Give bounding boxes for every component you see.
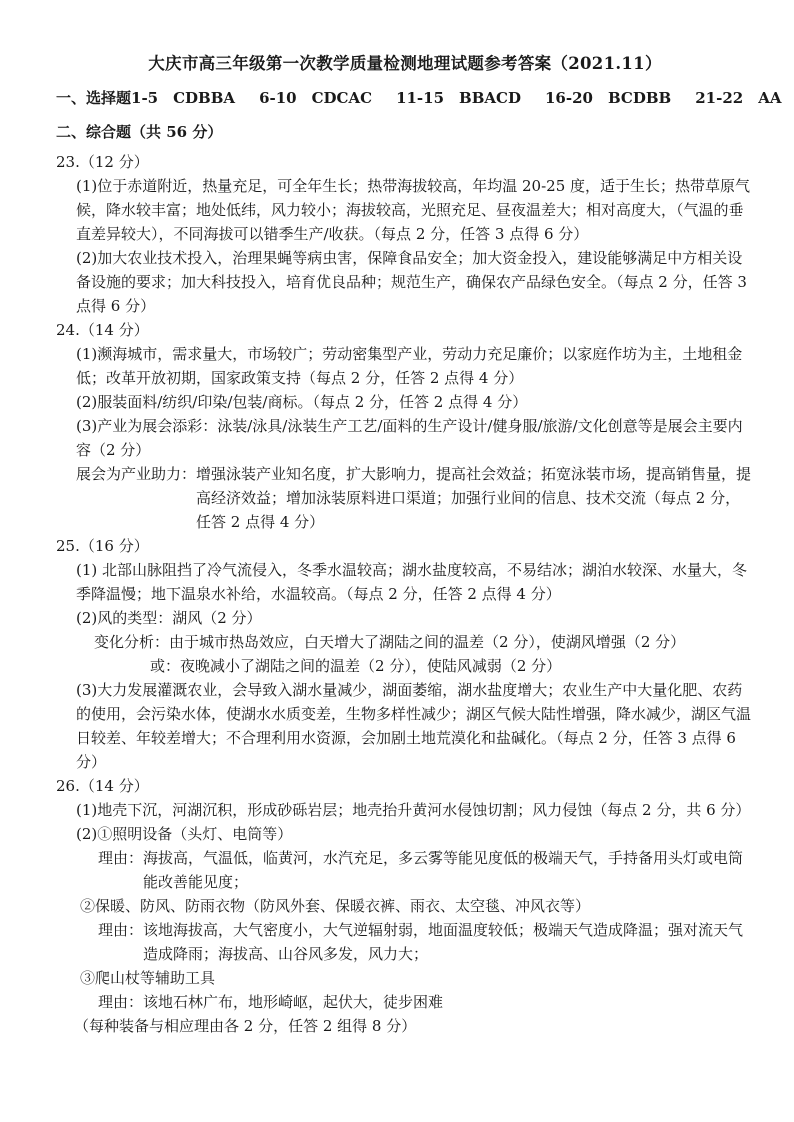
reason-text: 海拔高，气温低，临黄河，水汽充足，多云雾等能见度低的极端天气，手持备用头灯或电筒能改善能见度；: [143, 849, 744, 891]
q26-gear-1: (2)①照明设备（头灯、电筒等）: [76, 825, 293, 843]
question-23-heading: 23.（12 分）: [56, 153, 149, 171]
mc-group: 16-20 BCDBB: [544, 89, 672, 107]
reason-text: 该地石林广布，地形崎岖，起伏大，徒步困难: [143, 993, 444, 1011]
q25-sub-text: 夜晚减小了湖陆之间的温差（2 分），使陆风减弱（2 分）: [180, 657, 562, 675]
q25-sub-label: 变化分析：: [94, 633, 170, 651]
q25-sub-text: 由于城市热岛效应，白天增大了湖陆之间的温差（2 分），使湖风增强（2 分）: [169, 633, 686, 651]
question-26-heading: 26.（14 分）: [56, 777, 149, 795]
q26-reason-1: [56, 846, 754, 894]
q26-reason-2: [56, 918, 754, 966]
reason-label: 理由：: [98, 993, 144, 1011]
q23-answer-1: (1)位于赤道附近，热量充足，可全年生长；热带海拔较高，年均温 20-25 度，适于生长；热带草原气候，降水较丰富；地处低纬，风力较小；海拔较高，光照充足、昼夜温差大；相对高度大，（气温的垂直差异较大），不同海拔可以错季生产/收获。（每点 2 分，任答 3 点得 6 分）: [76, 177, 751, 243]
reason-text: 该地海拔高，大气密度小，大气逆辐射弱，地面温度较低；极端天气造成降温；强对流天气造成降雨；海拔高、山谷风多发，风力大；: [143, 921, 744, 963]
mc-group: 1-5 CDBBA: [131, 89, 236, 107]
section-heading: 二、综合题（共 56 分）: [56, 123, 223, 141]
mc-group: 11-15 BBACD: [396, 89, 521, 107]
q26-gear-3: ③爬山杖等辅助工具: [80, 969, 216, 987]
q23-answer-2: (2)加大农业技术投入，治理果蝇等病虫害，保障食品安全；加大资金投入，建设能够满足中方相关设备设施的要求；加大科技投入，培育优良品种；规范生产，确保农产品绿色安全。（每点 2 分，任答 3 点得 6 分）: [76, 249, 747, 315]
q26-gear-2: ②保暖、防风、防雨衣物（防风外套、保暖衣裤、雨衣、太空毯、冲风衣等）: [80, 897, 591, 915]
question-25-heading: 25.（16 分）: [56, 537, 149, 555]
reason-label: 理由：: [98, 921, 144, 939]
q25-sub-label: 或：: [150, 657, 181, 675]
reason-label: 理由：: [98, 849, 144, 867]
q26-answer-1: (1)地壳下沉，河湖沉积，形成砂砾岩层；地壳抬升黄河水侵蚀切割；风力侵蚀（每点 2 分，共 6 分）: [76, 801, 751, 819]
mc-group: 21-22 AA: [695, 89, 782, 107]
page-title: 大庆市高三年级第一次教学质量检测地理试题参考答案（2021.11）: [148, 54, 662, 73]
q26-scoring-note: （每种装备与相应理由各 2 分，任答 2 组得 8 分）: [74, 1017, 417, 1035]
q25-answer-2: (2)风的类型：湖风（2 分）: [76, 609, 262, 627]
q26-reason-3: [56, 990, 754, 1014]
q24-sub-text: 增强泳装产业知名度，扩大影响力，提高社会效益；拓宽泳装市场，提高销售量，提高经济效益；增加泳装原料进口渠道；加强行业间的信息、技术交流（每点 2 分，任答 2 点得 4 分）: [196, 465, 752, 531]
q24-answer-3: (3)产业为展会添彩：泳装/泳具/泳装生产工艺/面料的生产设计/健身服/旅游/文化创意等是展会主要内容（2 分）: [76, 417, 743, 459]
multiple-choice-answers: [56, 86, 782, 110]
q24-answer-3b: [56, 462, 754, 534]
q25-answer-3: (3)大力发展灌溉农业，会导致入湖水量减少，湖面萎缩，湖水盐度增大；农业生产中大量化肥、农药的使用，会污染水体，使湖水水质变差，生物多样性减少；湖区气候大陆性增强，降水减少，湖区气温日较差、年较差增大；不合理利用水资源，会加剧土地荒漠化和盐碱化。（每点 2 分，任答 3 点得 6 分）: [76, 681, 752, 771]
q25-answer-2b: [56, 630, 754, 654]
q24-answer-1: (1)濒海城市，需求量大，市场较广；劳动密集型产业，劳动力充足廉价；以家庭作坊为主，土地租金低；改革开放初期，国家政策支持（每点 2 分，任答 2 点得 4 分）: [76, 345, 743, 387]
mc-group: 6-10 CDCAC: [259, 89, 373, 107]
mc-label: 一、选择题: [56, 89, 132, 107]
q25-answer-1: (1) 北部山脉阻挡了冷气流侵入，冬季水温较高；湖水盐度较高，不易结冰；湖泊水较深、水量大，冬季降温慢；地下温泉水补给，水温较高。（每点 2 分，任答 2 点得 4 分）: [76, 561, 748, 603]
question-24-heading: 24.（14 分）: [56, 321, 149, 339]
q25-answer-2c: [56, 654, 754, 678]
q24-sub-label: 展会为产业助力：: [76, 465, 197, 483]
q24-answer-2: (2)服装面料/纺织/印染/包装/商标。（每点 2 分，任答 2 点得 4 分）: [76, 393, 528, 411]
